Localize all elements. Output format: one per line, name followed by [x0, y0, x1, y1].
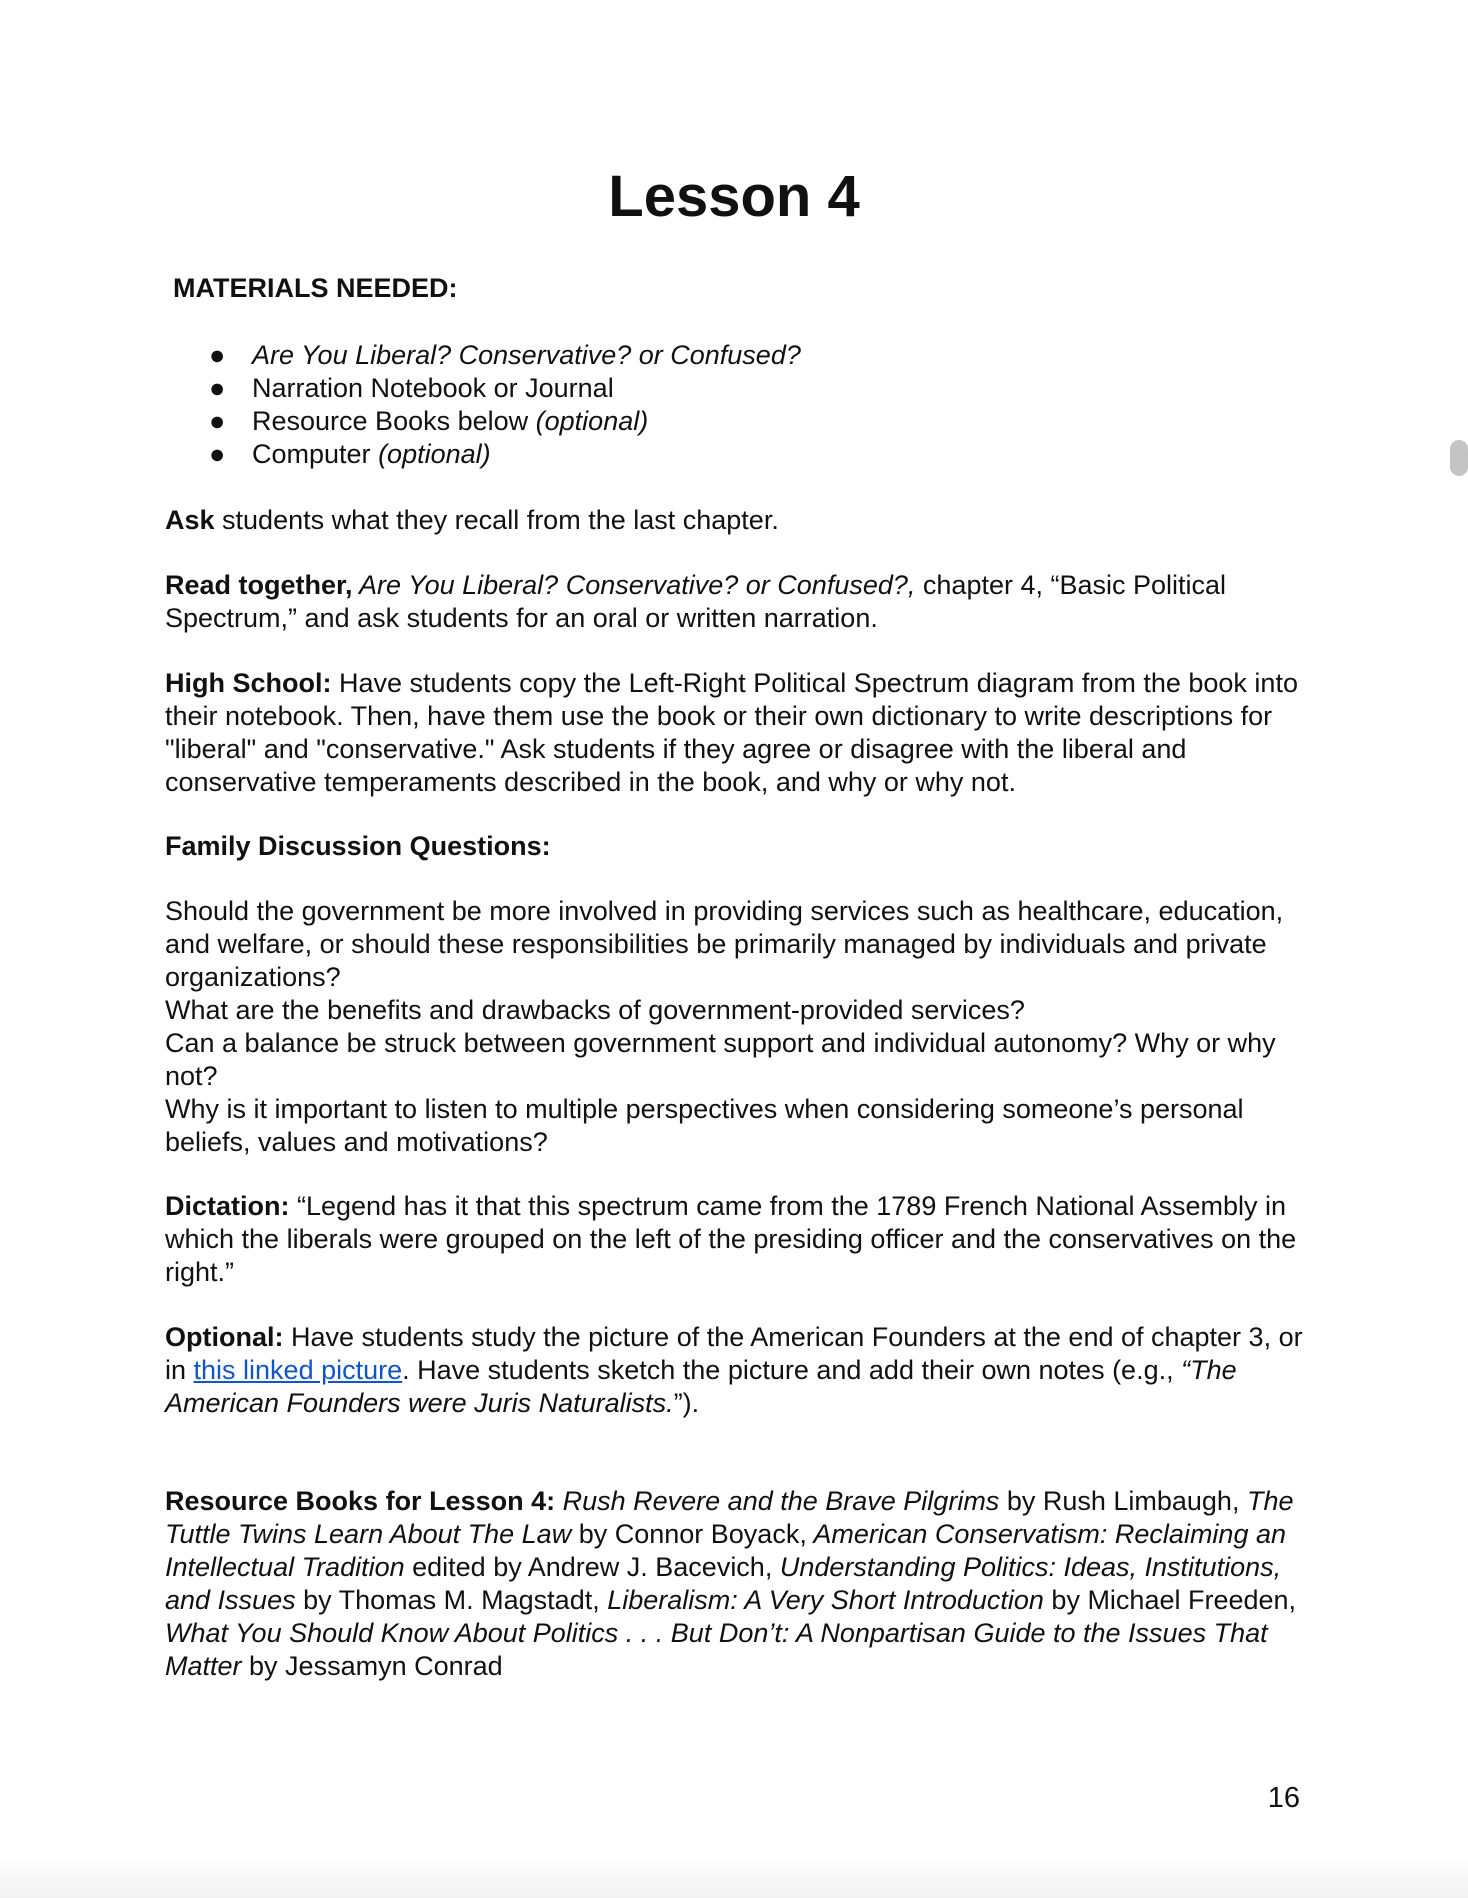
read-together-book: Are You Liberal? Conservative? or Confused?,	[352, 570, 916, 600]
material-note: (optional)	[378, 439, 491, 469]
book-author: by Connor Boyack,	[571, 1519, 807, 1549]
material-text: Computer	[252, 439, 379, 469]
discussion-question: What are the benefits and drawbacks of government-provided services?	[165, 995, 1025, 1025]
resources-paragraph	[165, 1485, 1305, 1683]
optional-text: Have students study the picture of the American Founders at the end of chapter 3, or in	[165, 1322, 1303, 1385]
book-title: What You Should Know About Politics . . . But Don’t: A Nonpartisan Guide to the Issues That Matter	[165, 1618, 1268, 1681]
list-item	[205, 339, 801, 372]
book-author: by Jessamyn Conrad	[241, 1651, 503, 1681]
page-number: 16	[1267, 1782, 1300, 1814]
optional-quote: “The American Founders were Juris Naturalists.	[165, 1355, 1237, 1418]
material-text: Are You Liberal? Conservative? or Confused?	[252, 340, 801, 370]
book-title: Understanding Politics: Ideas, Institutions, and Issues	[165, 1552, 1282, 1615]
discussion-question: Can a balance be struck between government support and individual autonomy? Why or why not?	[165, 1028, 1276, 1091]
resources-label: Resource Books for Lesson 4:	[165, 1486, 556, 1516]
book-author: by Thomas M. Magstadt,	[295, 1585, 600, 1615]
book-author: by Michael Freeden,	[1043, 1585, 1297, 1615]
material-text: Narration Notebook or Journal	[252, 373, 614, 403]
book-title: The Tuttle Twins Learn About The Law	[165, 1486, 1294, 1549]
materials-heading: MATERIALS NEEDED:	[173, 273, 458, 303]
ask-paragraph	[165, 504, 1305, 537]
read-together-paragraph	[165, 569, 1305, 635]
optional-closing: ”).	[673, 1388, 700, 1418]
high-school-label: High School:	[165, 668, 332, 698]
dictation-text: “Legend has it that this spectrum came from the 1789 French National Assembly in which the liberals were grouped on the left of the presiding officer and the conservatives on the right.”	[165, 1191, 1297, 1287]
book-author: edited by Andrew J. Bacevich,	[404, 1552, 773, 1582]
bullet-icon: ●	[209, 373, 226, 403]
list-item	[205, 405, 801, 438]
linked-picture-link[interactable]: this linked picture	[193, 1355, 403, 1385]
book-title: American Conservatism: Reclaiming an Intellectual Tradition	[165, 1519, 1286, 1582]
bullet-icon: ●	[209, 406, 226, 436]
dictation-paragraph	[165, 1190, 1305, 1289]
discussion-question: Should the government be more involved in providing services such as healthcare, education, and welfare, or should these responsibilities be primarily managed by individuals and private organizations?	[165, 896, 1284, 992]
discussion-heading: Family Discussion Questions:	[165, 831, 551, 861]
read-together-label: Read together,	[165, 570, 353, 600]
discussion-question: Why is it important to listen to multiple perspectives when considering someone’s personal beliefs, values and motivations?	[165, 1094, 1244, 1157]
book-title: Rush Revere and the Brave Pilgrims	[555, 1486, 1000, 1516]
optional-paragraph	[165, 1321, 1305, 1420]
book-author: by Rush Limbaugh,	[999, 1486, 1240, 1516]
optional-text-after: . Have students sketch the picture and add their own notes (e.g.,	[402, 1355, 1182, 1385]
optional-label: Optional:	[165, 1322, 284, 1352]
ask-text: students what they recall from the last chapter.	[214, 505, 779, 535]
page-title: Lesson 4	[608, 164, 860, 229]
high-school-text: Have students copy the Left-Right Political Spectrum diagram from the book into their notebook. Then, have them use the book or their own dictionary to write descriptions for "liberal" and "conservative." Ask students if they agree or disagree with the liberal and conservative temperaments described in the book, and why or why not.	[165, 668, 1298, 797]
ask-label: Ask	[165, 505, 215, 535]
scrollbar-thumb[interactable]	[1450, 440, 1468, 476]
list-item	[205, 372, 801, 405]
discussion-questions	[165, 895, 1305, 1159]
material-note: (optional)	[535, 406, 649, 436]
dictation-label: Dictation:	[165, 1191, 290, 1221]
bullet-icon: ●	[209, 439, 226, 469]
high-school-paragraph	[165, 667, 1305, 799]
bullet-icon: ●	[209, 340, 226, 370]
book-title: Liberalism: A Very Short Introduction	[599, 1585, 1044, 1615]
material-text: Resource Books below	[252, 406, 536, 436]
bottom-edge	[0, 1858, 1468, 1898]
materials-list	[205, 339, 801, 471]
list-item	[205, 438, 801, 471]
read-together-text: chapter 4, “Basic Political Spectrum,” and ask students for an oral or written narration.	[165, 570, 1227, 633]
